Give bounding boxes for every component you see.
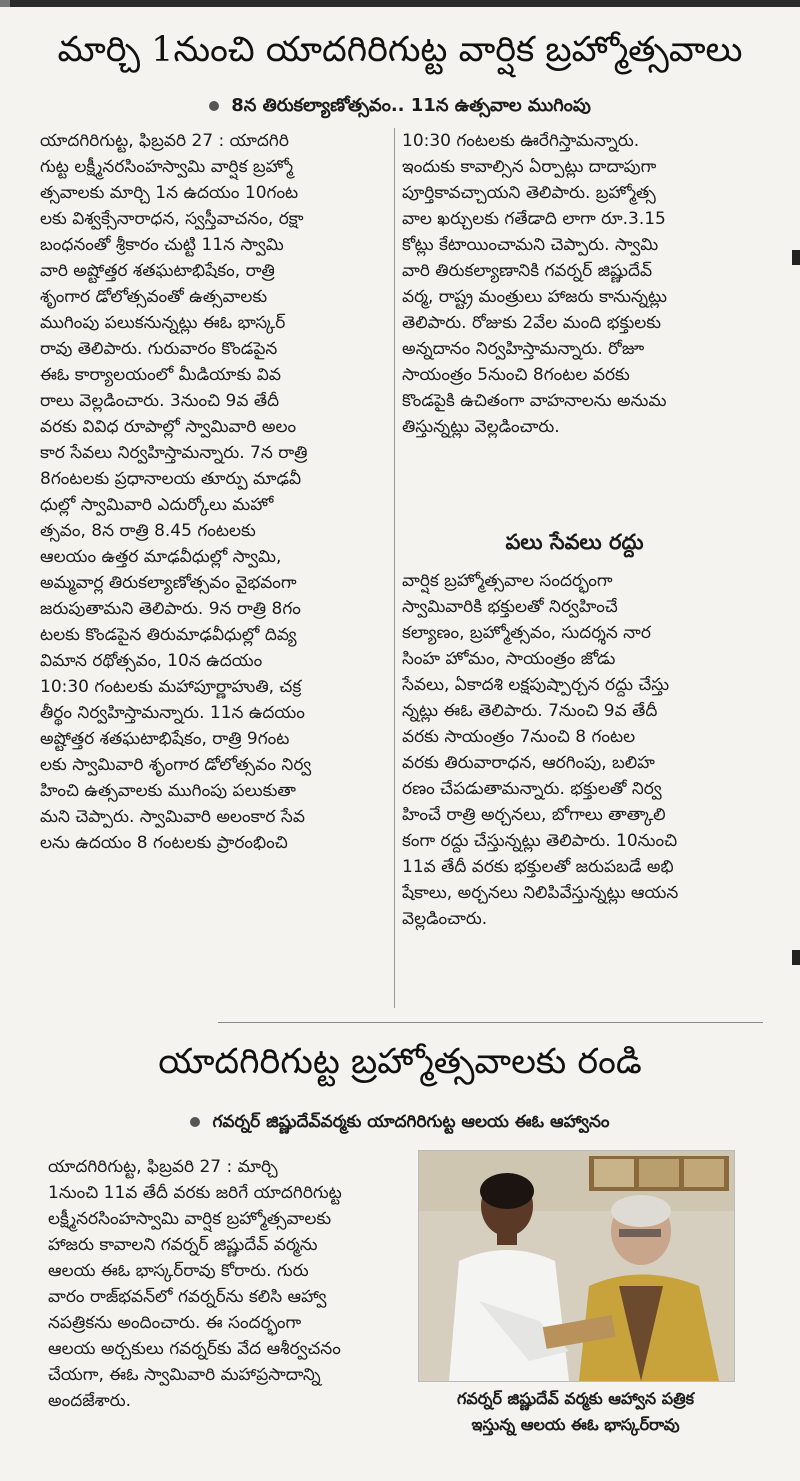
story1-column-1: యాదగిరిగుట్ట, ఫిబ్రవరి 27 : యాదగిరి గుట్ట లక్ష్మీనరసింహస్వామి వార్షిక బ్రహ్మో త్సవాలకు మార్చి 1న ఉదయం 10గంట లకు విశ్వక్సేనారాధన, స్వస్తీవాచనం, రక్షా బంధనంతో శ్రీకారం చుట్టి 11న స్వామి వారి అష్టోత్తర శతఘటాభిషేకం, రాత్రి శృంగార డోలోత్సవంతో ఉత్సవాలకు ముగింపు పలుకనున్నట్లు ఈఓ భాస్కర్ రావు తెలిపారు. గురువారం కొండపైన ఈఓ కార్యాలయంలో మీడియాకు వివ రాలు వెల్లడించారు. 3నుంచి 9వ తేదీ వరకు వివిధ రూపాల్లో స్వామివారి అలం కార సేవలు నిర్వహిస్తామన్నారు. 7న రాత్రి 8గంటలకు ప్రధానాలయ తూర్పు మాఢవీ ధుల్లో స్వామివారి ఎదుర్కోలు మహో త్సవం, 8న రాత్రి 8.45 గంటలకు ఆలయం ఉత్తర మాఢవీధుల్లో స్వామి, అమ్మవార్ల తిరుకల్యాణోత్సవం వైభవంగా జరుపుతామని తెలిపారు. 9న రాత్రి 8గం టలకు కొండపైన తిరుమాఢవీధుల్లో దివ్య విమాన రథోత్సవం, 10న ఉదయం 10:30 గంటలకు మహాపూర్ణాహుతి, చక్ర తీర్థం నిర్వహిస్తామన్నారు. 11న ఉదయం అష్టోత్తర శతఘటాభిషేకం, రాత్రి 9గంట లకు స్వామివారి శృంగార డోలోత్సవం నిర్వ హించి ఉత్సవాలకు ముగింపు పలుకుతా మని చెప్పారు. స్వామివారి అలంకార సేవ లను ఉదయం 8 గంటలకు ప్రారంభించి: [40, 131, 312, 853]
edge-mark: [792, 250, 800, 265]
story1-subheadline: [0, 92, 800, 120]
story1-headline: మార్చి 1నుంచి యాదగిరిగుట్ట వార్షిక బ్రహ్మోత్సవాలు: [57, 30, 743, 70]
edge-mark: [792, 950, 800, 965]
story2-headline: యాదగిరిగుట్ట బ్రహ్మోత్సవాలకు రండి: [158, 1042, 642, 1082]
top-border-right: [10, 0, 800, 7]
bullet-icon: [209, 101, 219, 111]
column-divider: [394, 128, 395, 1008]
photo-caption: గవర్నర్ జిష్ణుదేవ్ వర్మకు ఆహ్వాన పత్రిక ఇస్తున్న ఆలయ ఈఓ భాస్కర్‌రావు: [457, 1389, 694, 1434]
story2-subheadline-text: గవర్నర్ జిష్ణుదేవ్‌వర్మకు యాదగిరిగుట్ట ఆలయ ఈఓ ఆహ్వానం: [212, 1112, 610, 1132]
top-border: [0, 0, 800, 7]
story1-subhead-cancelled-services: పలు సేవలు రద్దు: [505, 530, 644, 554]
story1-subheadline-text: 8న తిరుకల్యాణోత్సవం.. 11న ఉత్సవాల ముగింపు: [231, 95, 591, 116]
photo-illustration: [419, 1151, 734, 1381]
story2-body: యాదగిరిగుట్ట, ఫిబ్రవరి 27 : మార్చి 1నుంచి 11వ తేదీ వరకు జరిగే యాదగిరిగుట్ట లక్ష్మీనరసింహస్వామి వార్షిక బ్రహ్మోత్సవాలకు హాజరు కావాలని గవర్నర్ జిష్ణుదేవ్ వర్మను ఆలయ ఈఓ భాస్కర్‌రావు కోరారు. గురు వారం రాజ్‌భవన్‌లో గవర్నర్‌ను కలిసి ఆహ్వా నపత్రికను అందించారు. ఈ సందర్భంగా ఆలయ అర్చకులు గవర్నర్‌కు వేద ఆశీర్వచనం చేయగా, ఈఓ స్వామివారి మహాప్రసాదాన్ని అందజేశారు.: [48, 1157, 342, 1411]
story1-column-2b: వార్షిక బ్రహ్మోత్సవాల సందర్భంగా స్వామివారికి భక్తులతో నిర్వహించే కల్యాణం, బ్రహ్మోత్సవం, సుదర్శన నార సింహ హోమం, సాయంత్రం జోడు సేవలు, ఏకాదశి లక్షపుష్పార్చన రద్దు చేస్తు న్నట్లు ఈఓ తెలిపారు. 7నుంచి 9వ తేదీ వరకు సాయంత్రం 7నుంచి 8 గంటల వరకు తిరువారాధన, ఆరగింపు, బలిహ రణం చేపడుతామన్నారు. భక్తులతో నిర్వ హించే రాత్రి అర్చనలు, బోగాలు తాత్కాలి కంగా రద్దు చేస్తున్నట్లు తెలిపారు. 10నుంచి 11వ తేదీ వరకు భక్తులతో జరుపబడే అభి షేకాలు, అర్చనలు నిలిపివేస్తున్నట్లు ఆయన వెల్లడించారు.: [402, 571, 679, 929]
story1-column-2: 10:30 గంటలకు ఊరేగిస్తామన్నారు. ఇందుకు కావాల్సిన ఏర్పాట్లు దాదాపుగా పూర్తికావచ్చాయని తెలిపారు. బ్రహ్మోత్స వాల ఖర్చులకు గతేడాది లాగా రూ.3.15 కోట్లు కేటాయించామని చెప్పారు. స్వామి వారి తిరుకల్యాణానికి గవర్నర్ జిష్ణుదేవ్ వర్మ, రాష్ట్ర మంత్రులు హాజరు కానున్నట్లు తెలిపారు. రోజుకు 2వేల మంది భక్తులకు అన్నదానం నిర్వహిస్తామన్నారు. రోజూ సాయంత్రం 5నుంచి 8గంటల వరకు కొండపైకి ఉచితంగా వాహనాలను అనుమ తిస్తున్నట్లు వెల్లడించారు.: [402, 131, 667, 437]
bullet-icon: [190, 1117, 200, 1127]
news-photo: [418, 1150, 735, 1382]
story-divider: [218, 1022, 763, 1023]
story2-subheadline: [0, 1108, 800, 1136]
